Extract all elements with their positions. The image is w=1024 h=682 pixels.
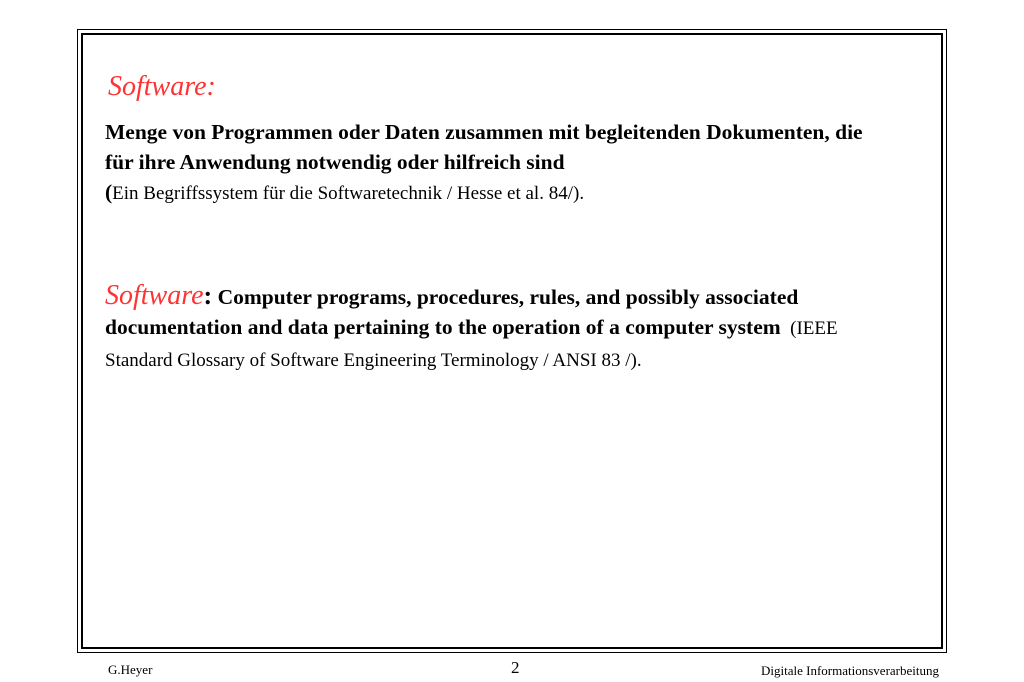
definition-german-source: Ein Begriffssystem für die Softwaretechnik / Hesse et al. 84/).	[112, 183, 585, 204]
definition-english-colon: :	[203, 281, 213, 310]
footer-author: G.Heyer	[108, 662, 153, 677]
definition-english	[105, 281, 895, 376]
definition-german	[105, 117, 895, 209]
definition-german-paren: (	[105, 180, 113, 204]
definition-english-term: Software	[105, 280, 204, 311]
footer-page-number: 2	[511, 658, 520, 677]
definition-english-text: Computer programs, procedures, rules, and possibly associated documentation and data pertaining to the operation of a computer system	[105, 285, 799, 339]
footer-course: Digitale Informationsverarbeitung	[761, 663, 939, 678]
definition-german-text: Menge von Programmen oder Daten zusammen mit begleitenden Dokumenten, die für ihre Anwendung notwendig oder hilfreich sind	[105, 120, 863, 174]
slide-heading: Software:	[108, 71, 216, 102]
definition-english-source: (IEEE Standard Glossary of Software Engineering Terminology / ANSI 83 /).	[105, 318, 843, 371]
